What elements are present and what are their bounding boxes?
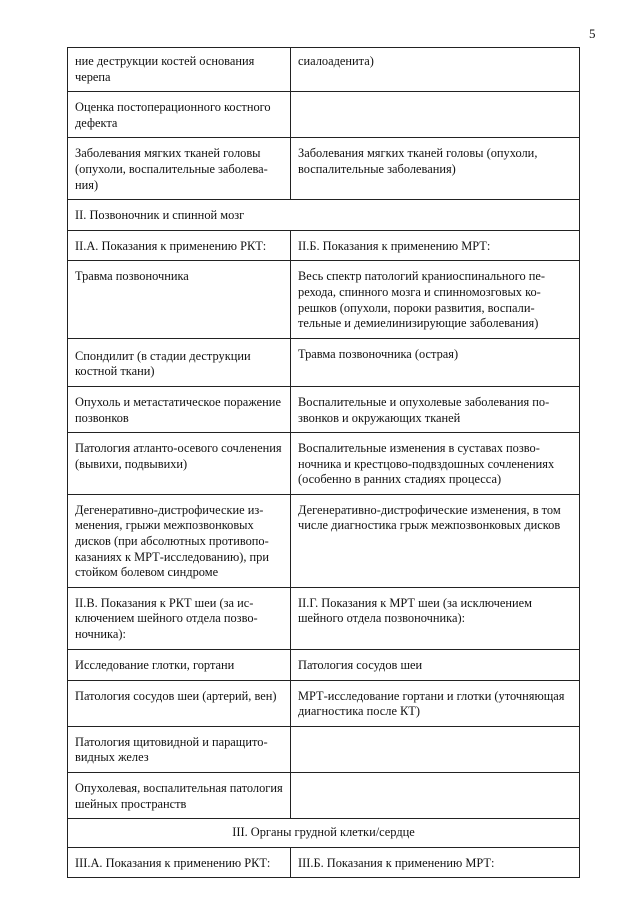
table-row bbox=[68, 261, 580, 338]
table-row bbox=[68, 819, 580, 848]
table-cell-left: Оценка постоперационного костного дефекта bbox=[68, 92, 291, 138]
table-row bbox=[68, 680, 580, 726]
table-cell-left: Опухоль и метастатическое поражение позвонков bbox=[68, 386, 291, 432]
indications-table bbox=[67, 47, 580, 878]
table-cell-left: Патология сосудов шеи (артерий, вен) bbox=[68, 680, 291, 726]
table-cell-left: III.А. Показания к применению РКТ: bbox=[68, 847, 291, 878]
table-cell-right: III.Б. Показания к применению МРТ: bbox=[291, 847, 580, 878]
table-cell-left: Спондилит (в стадии деструкции костной ткани) bbox=[68, 338, 291, 386]
table-row bbox=[68, 92, 580, 138]
table-row bbox=[68, 138, 580, 200]
table-cell-right: Травма позвоночника (острая) bbox=[291, 338, 580, 386]
table-cell-right: сиалоаденита) bbox=[291, 48, 580, 92]
table-cell-right: Патология сосудов шеи bbox=[291, 649, 580, 680]
table-row bbox=[68, 230, 580, 261]
table-cell-right: Воспалительные изменения в суставах позвоночника и крестцово-подвздошных сочленениях (особенно в ранних стадиях процесса) bbox=[291, 433, 580, 495]
table-row bbox=[68, 649, 580, 680]
table-cell-right: Дегенеративно-дистрофические изменения, в том числе диагностика грыж межпозвонковых дисков bbox=[291, 494, 580, 587]
table-cell-left: II.А. Показания к применению РКТ: bbox=[68, 230, 291, 261]
table-row bbox=[68, 847, 580, 878]
table-cell-right: II.Б. Показания к применению МРТ: bbox=[291, 230, 580, 261]
section-heading: III. Органы грудной клетки/сердце bbox=[68, 819, 580, 848]
table-cell-left: ние деструкции костей основания черепа bbox=[68, 48, 291, 92]
table-cell-left: Патология атланто-осевого сочленения (вывихи, подвывихи) bbox=[68, 433, 291, 495]
table-cell-right: МРТ-исследование гортани и глотки (уточняющая диагностика после КТ) bbox=[291, 680, 580, 726]
table-cell-right: Воспалительные и опухолевые заболевания позвонков и окружающих тканей bbox=[291, 386, 580, 432]
table-row bbox=[68, 726, 580, 772]
table-row bbox=[68, 386, 580, 432]
table-cell-right bbox=[291, 773, 580, 819]
page-number: 5 bbox=[589, 26, 596, 41]
table-row bbox=[68, 587, 580, 649]
section-heading: II. Позвоночник и спинной мозг bbox=[68, 200, 580, 231]
table-cell-left: Травма позвоночника bbox=[68, 261, 291, 338]
table-cell-right: Заболевания мягких тканей головы (опухоли, воспалительные заболевания) bbox=[291, 138, 580, 200]
table-row bbox=[68, 494, 580, 587]
table-row bbox=[68, 48, 580, 92]
table-row bbox=[68, 433, 580, 495]
table-row bbox=[68, 773, 580, 819]
table-cell-left: Опухолевая, воспалительная патология шейных пространств bbox=[68, 773, 291, 819]
table-cell-left: II.В. Показания к РКТ шеи (за исключением шейного отдела позвоночника): bbox=[68, 587, 291, 649]
table-cell-left: Дегенеративно-дистрофические изменения, грыжи межпозвонковых дисков (при абсолютных противопоказаниях к МРТ-исследованию), при стойком болевом синдроме bbox=[68, 494, 291, 587]
table-cell-right: Весь спектр патологий краниоспинального перехода, спинного мозга и спинномозговых корешков (опухоли, пороки развития, воспалительные и демиелинизирующие заболевания) bbox=[291, 261, 580, 338]
table-cell-left: Заболевания мягких тканей головы (опухоли, воспалительные заболевания) bbox=[68, 138, 291, 200]
table-cell-left: Патология щитовидной и паращитовидных желез bbox=[68, 726, 291, 772]
table-cell-left: Исследование глотки, гортани bbox=[68, 649, 291, 680]
table-row bbox=[68, 200, 580, 231]
table-cell-right: II.Г. Показания к МРТ шеи (за исключением шейного отдела позвоночника): bbox=[291, 587, 580, 649]
table-cell-right bbox=[291, 726, 580, 772]
table-cell-right bbox=[291, 92, 580, 138]
table-row bbox=[68, 338, 580, 386]
